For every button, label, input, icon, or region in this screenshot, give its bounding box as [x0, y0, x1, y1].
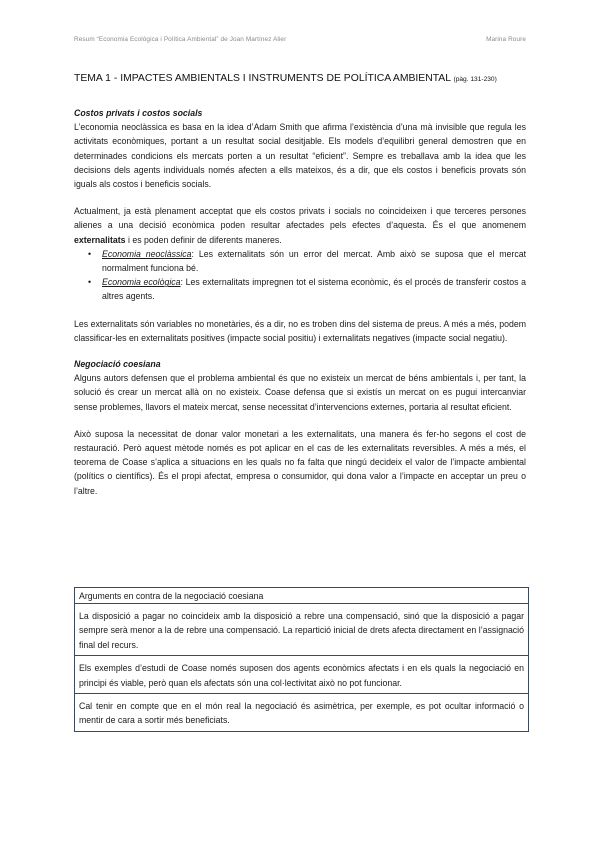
table-row: La disposició a pagar no coincideix amb la disposició a rebre una compensació, sinó que la disposició a pagar sempre serà menor a la de rebre una compensació. La repartició inicial de drets afecta directament en l’assignació final del recurs.: [75, 604, 528, 656]
paragraph: Alguns autors defensen que el problema ambiental és que no existeix un mercat de béns ambientals i, per tant, la solució és crear un mercat allà on no existeix. Coase defensa que si existís un mercat on es pugui intercanviar sense problemes, llavors el mateix mercat, sense necessitat d’intervencions externes, portaria al resultat eficient.: [74, 373, 526, 412]
paragraph: Les externalitats són variables no monetàries, és a dir, no es troben dins del sistema de preus. A més a més, podem classificar-les en externalitats positives (impacte social positiu) i externalitats negatives (impacte social negatiu).: [74, 318, 526, 343]
bold-term: externalitats: [74, 234, 126, 245]
paragraph: L’economia neoclàssica es basa en la idea d’Adam Smith que afirma l’existència d’una mà invisible que regula les activitats econòmiques, portant a un resultat social desitjable. Els models d’equilibri general demostren que en determinades condicions els mercats porten a un resultat “eficient”. Sempre es treballava amb la idea que les decisions dels agents individuals només afecten a ells mateixos, és a dir, que els costos i beneficis provats són iguals als costos i beneficis socials.: [74, 122, 526, 190]
bullet-icon: •: [88, 248, 92, 259]
section-heading-costos: Costos privats i costos socials: [74, 108, 203, 118]
title-pages: (pàg. 131-230): [453, 76, 497, 83]
header-right: Marina Roure: [486, 36, 526, 43]
table-row: Cal tenir en compte que en el món real la negociació és asimètrica, per exemple, es pot ocultar informació o mentir de cara a sortir més beneficiats.: [79, 701, 524, 726]
paragraph: Això suposa la necessitat de donar valor monetari a les externalitats, una manera és fer-ho segons el cost de restauració. Però aquest mètode només es pot aplicar en el cas de les externalitats reversibles. A més a més, el teorema de Coase s’aplica a situacions en les quals no fa falta que ningú decideix el valor de l’impacte ambiental (polítics o científics). És el propi afectat, empresa o consumidor, qui dona valor a l’impacte en acceptar un preu o l’altre.: [74, 428, 526, 496]
text-span: Actualment, ja està plenament acceptat que els costos privats i socials no coincideixen i que terceres persones alienes a una decisió econòmica poden resultar afectades pels efectes d’aquesta. És el que anomenem: [74, 206, 526, 231]
page-title: [74, 73, 497, 84]
arguments-table: [74, 587, 529, 732]
list-text: : Les externalitats impregnen tot el sistema econòmic, és el procés de transferir costos a altres agents.: [102, 277, 526, 302]
list-text: : Les externalitats són un error del mercat. Amb això se suposa que el mercat normalment funciona bé.: [102, 248, 526, 274]
list-term: Economia neoclàssica: [102, 248, 192, 259]
list-item: [88, 247, 526, 275]
table-header: Arguments en contra de la negociació coesiana: [75, 588, 528, 604]
bullet-icon: •: [88, 277, 92, 288]
table-row: Els exemples d’estudi de Coase només suposen dos agents econòmics afectats i en els quals la negociació en principi és viable, però quan els afectats són una col·lectivitat això no pot funcionar.: [75, 656, 528, 694]
header-left: Resum “Economia Ecològica i Política Ambiental” de Joan Martínez Alier: [74, 36, 287, 43]
page-header: [74, 36, 526, 43]
text-span: i es poden definir de diferents maneres.: [125, 234, 282, 245]
bullet-list: [74, 247, 526, 304]
title-main: TEMA 1 - IMPACTES AMBIENTALS I INSTRUMENTS DE POLÍTICA AMBIENTAL: [74, 73, 451, 84]
paragraph-externalitats: [74, 204, 526, 247]
section-heading-negociacio: Negociació coesiana: [74, 359, 161, 370]
list-item: [88, 275, 526, 303]
content: [74, 106, 526, 498]
list-term: Economia ecològica: [102, 277, 181, 288]
